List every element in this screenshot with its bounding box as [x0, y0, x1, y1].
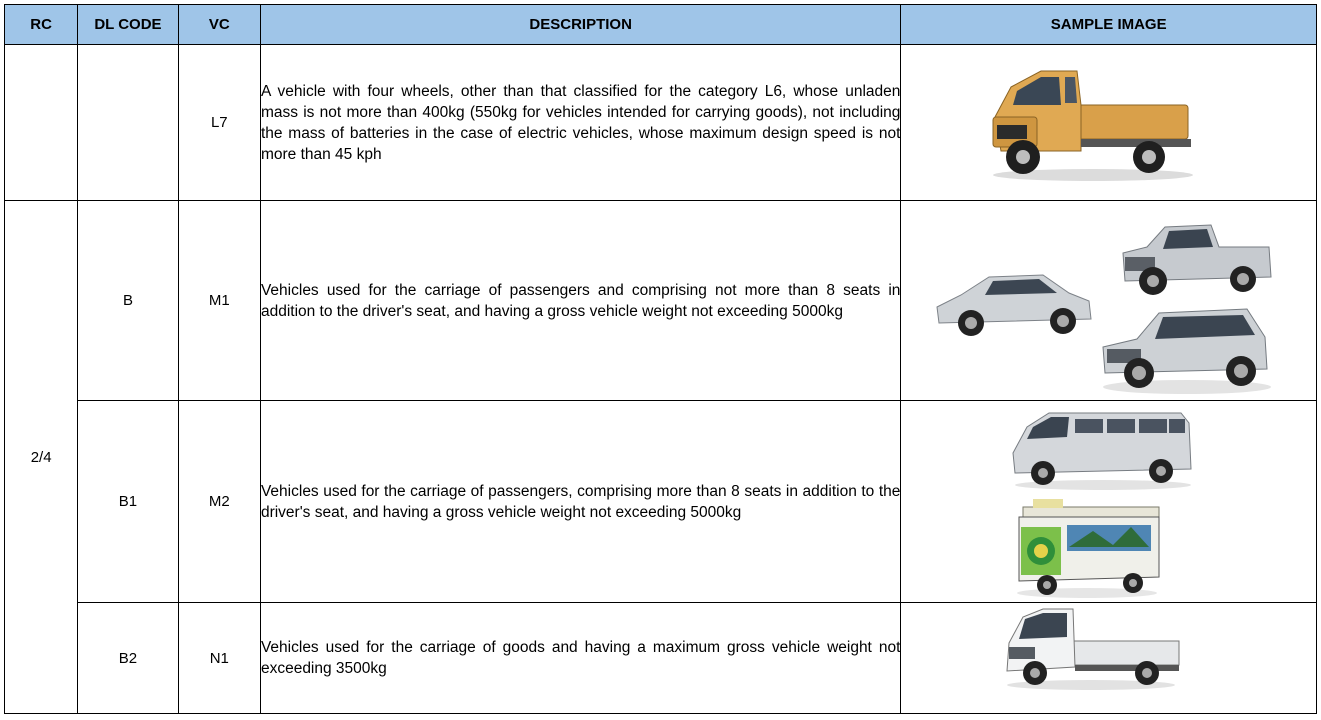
- header-description: DESCRIPTION: [260, 5, 900, 45]
- table-row: [5, 603, 1317, 714]
- table-row: [5, 201, 1317, 401]
- silver-suv-image: [1097, 303, 1273, 395]
- description-cell: Vehicles used for the carriage of passengers and comprising not more than 8 seats in addition to the driver's seat, and having a gross vehicle weight not exceeding 5000kg: [260, 201, 900, 401]
- table-row: [5, 45, 1317, 201]
- rc-cell: 2/4: [5, 201, 78, 714]
- header-vc: VC: [178, 5, 260, 45]
- sample-image-cell: [901, 401, 1317, 603]
- header-dl-code: DL CODE: [78, 5, 178, 45]
- vc-cell: M2: [178, 401, 260, 603]
- table-row: [5, 401, 1317, 603]
- header-sample-image: SAMPLE IMAGE: [901, 5, 1317, 45]
- dl-code-cell: B1: [78, 401, 178, 603]
- vc-cell: N1: [178, 603, 260, 714]
- description-cell: A vehicle with four wheels, other than that classified for the category L6, whose unladen mass is not more than 400kg (550kg for vehicles intended for carrying goods), not including the mass of batteries in the case of electric vehicles, whose maximum design speed is not more than 45 kph: [260, 45, 900, 201]
- dl-code-cell: B: [78, 201, 178, 401]
- orange-mini-pickup-truck-image: [981, 55, 1211, 185]
- header-row: [5, 5, 1317, 45]
- white-light-truck-image: [1001, 607, 1183, 691]
- sample-image-cell: [901, 201, 1317, 401]
- sample-image-cell: [901, 45, 1317, 201]
- vc-cell: M1: [178, 201, 260, 401]
- description-cell: Vehicles used for the carriage of goods and having a maximum gross vehicle weight not exceeding 3500kg: [260, 603, 900, 714]
- dl-code-cell: B2: [78, 603, 178, 714]
- description-cell: Vehicles used for the carriage of passengers, comprising more than 8 seats in addition to the driver's seat, and having a gross vehicle weight not exceeding 5000kg: [260, 401, 900, 603]
- silver-passenger-van-image: [1009, 407, 1195, 491]
- silver-pickup-truck-image: [1119, 219, 1274, 301]
- sample-image-cell: [901, 603, 1317, 714]
- silver-sedan-image: [931, 263, 1096, 343]
- dl-code-cell: [78, 45, 178, 201]
- header-rc: RC: [5, 5, 78, 45]
- vc-cell: L7: [178, 45, 260, 201]
- rc-cell: [5, 45, 78, 201]
- vehicle-classification-table: [4, 4, 1317, 714]
- decorated-jeepney-image: [1013, 497, 1163, 599]
